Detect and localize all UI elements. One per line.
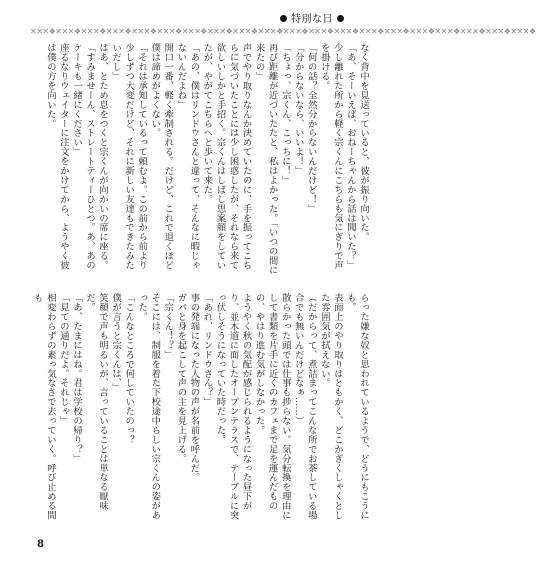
paragraph: 「分からないなら、いいよ！」 [292, 43, 304, 176]
paragraph: らった嫌な奴と思われているようで、どうにもこうにも。 [344, 293, 369, 520]
paragraph: ガバと身を起こして声の主を見上げる。 [175, 293, 187, 464]
paragraph: 声でやり取りなんか決めていたのに、手を振ってこちらに気づいたことには少し困惑したが、それなら来て欲しいしかと手招く。宗くんはしばし思案顔をしていたが、やがてこちらへと歩いて来た。 [201, 43, 252, 270]
paragraph: はあ、とため息をつくと宗くんが向かいの席に座る。 [97, 43, 109, 270]
paragraph: 散らかった頭では仕事も捗らない。気分転換を理由にして書類を片手に近くのカフェまで足を運んだものの、やはり進む気がしなかった。 [253, 293, 291, 520]
paragraph: 少し離れた所から軽く宗くんにこちらも気にぎりで声を掛ける。 [318, 43, 343, 270]
bullet-right-icon [337, 15, 344, 22]
paragraph: 「こんなところで何していたのっ？ [123, 293, 135, 445]
paragraph: 笑顔で声も明るいが、言っていることは単なる厭味だ。 [84, 293, 109, 511]
paragraph: ようやく秋の気配が感じられるようになった昼下がり、並木道に面したオープンテラスで、テーブルに突っ伏しそうになっていた時だった。 [214, 293, 252, 520]
paragraph: 事の発端になった人物の声が名前を呼んだ。 [188, 293, 200, 482]
paragraph: 相変わらずの素っ気なさで去っていく。呼び止める間も [31, 293, 56, 520]
paragraph: 「あ、たまにはね。君は学校の帰り？」 [70, 293, 82, 464]
paragraph: 開口一番、軽く牽制される。だけど、これで退くほど僕は諦めがよくない。 [149, 43, 174, 270]
paragraph: 「すみませーん、ストレートティーひとつ。あ、あのケーキも一緒にください」 [70, 43, 96, 270]
paragraph: そこには、制服を着た下校途中らしい宗くんの姿があった。 [136, 293, 161, 520]
paragraph: 「ちょっ、宗くん、こっちに！」 [279, 43, 291, 185]
upper-text-block [34, 43, 370, 276]
paragraph: 僕が言うと宗くんは、」 [110, 293, 122, 393]
paragraph: 「それは承知しているって頼むよ。この前から前より少しずつ大変だけど、それに新しい友達もできたみたいだし」 [110, 43, 148, 270]
paragraph: 表面上のやり取りはともかく、どこかぎくしゃくとした雰囲気が拭えない。 [318, 293, 343, 520]
bullet-left-icon [280, 15, 287, 22]
paragraph: 「宗くん！？」 [162, 293, 174, 360]
paragraph: 再び距離が近づいたたと、私はよかった。「いつの間に来たの」 [253, 43, 278, 275]
paragraph: 座るなりウェイターに注文をかけてから、ようやく彼は僕の方を向いた。 [44, 43, 69, 270]
paragraph: 「あれ、リンドウさん？」 [201, 293, 213, 407]
paragraph: 「あ、そーいえば、おねーちゃんから話は聞いた？」 [344, 43, 356, 270]
chapter-title: 特別な日 [291, 14, 333, 25]
paragraph: なく背中を見送っていると、彼が振り向いた。 [358, 43, 369, 242]
chapter-header [276, 10, 348, 25]
lower-text-block [31, 293, 370, 526]
paragraph: 「何の話？全然分からないんだけど！」 [305, 43, 317, 214]
decorative-border: ✕✕✕❖✕✕✕❖✕✕✕❖✕✕✕❖✕✕✕❖✕✕✕❖✕✕✕❖✕✕✕❖✕✕✕❖✕✕✕❖✕✕✕❖✕✕✕❖✕✕✕❖✕✕✕❖✕✕✕❖✕✕✕❖✕✕✕❖✕✕✕❖✕✕✕❖✕✕✕❖ [30, 27, 536, 36]
paragraph: （だからって、煮詰まってこんな所でお茶している場合でも無いんだけどなぁ……） [292, 293, 317, 520]
paragraph: 「見ての通りだよ。それじゃ」 [57, 293, 69, 426]
paragraph: 「あの、僕はリンドウさんと違って、そんなに暇じゃないんだよね」 [175, 43, 200, 270]
page-number: 8 [37, 539, 44, 550]
